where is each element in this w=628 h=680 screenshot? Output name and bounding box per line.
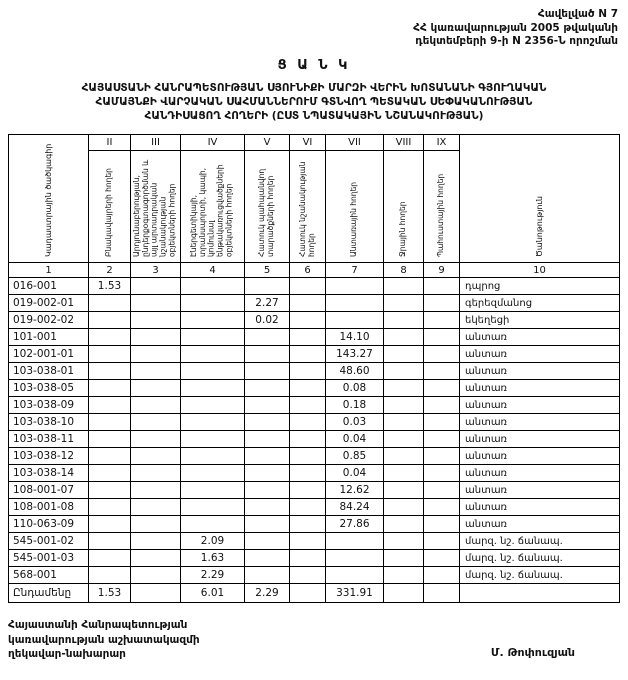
area-value-cell [290,380,326,397]
area-value-cell [290,533,326,550]
area-value-cell [384,533,424,550]
area-value-cell [326,550,384,567]
area-value-cell [245,567,290,584]
area-value-cell: 12.62 [326,482,384,499]
area-value-cell: 0.02 [245,312,290,329]
area-value-cell [384,397,424,414]
issuer-line-1: Հայաստանի Հանրապետության [8,619,188,632]
area-value-cell [424,465,460,482]
note-cell: անտառ [460,431,620,448]
issuer-line-2: կառավարության աշխատակազմի [8,633,200,646]
area-value-cell: 0.08 [326,380,384,397]
roman-numeral: IX [424,135,460,151]
area-value-cell [384,499,424,516]
col-header-category [290,151,326,263]
category-header-label: Արդյունաբերության, ընդերքօգտագործման և այլ արտադրական նշանակության օբյեկտների հողեր [132,160,177,258]
area-value-cell [89,380,131,397]
area-value-cell [245,550,290,567]
total-value-cell: 1.53 [89,584,131,603]
area-value-cell [290,329,326,346]
area-value-cell [384,312,424,329]
area-value-cell [424,533,460,550]
area-value-cell [326,278,384,295]
area-value-cell: 27.86 [326,516,384,533]
note-cell: գերեզմանոց [460,295,620,312]
area-value-cell [89,499,131,516]
category-header-label: Հատուկ պահպանվող տարածքների հողեր [257,169,275,258]
area-value-cell [89,295,131,312]
total-value-cell [384,584,424,603]
total-value-cell [290,584,326,603]
table-row [9,482,620,499]
col-header-category [424,151,460,263]
area-value-cell [89,465,131,482]
cadastral-code-cell: 101-001 [9,329,89,346]
table-row [9,346,620,363]
area-value-cell [424,414,460,431]
area-value-cell [290,499,326,516]
area-value-cell [245,329,290,346]
cadastral-code-cell: 545-001-03 [9,550,89,567]
column-number: 2 [89,263,131,278]
cadastral-code-cell: 103-038-14 [9,465,89,482]
area-value-cell [424,448,460,465]
table-row [9,414,620,431]
area-value-cell [290,414,326,431]
area-value-cell [384,278,424,295]
area-value-cell [131,499,181,516]
table-row [9,295,620,312]
appendix-line-3: դեկտեմբերի 9-ի N 2356-Ն որոշման [415,35,618,48]
total-value-cell: 6.01 [181,584,245,603]
area-value-cell: 48.60 [326,363,384,380]
category-header-label: Բնակավայրերի հողեր [104,168,114,258]
subtitle-line-3: ՀԱՆԴԻՍԱՑՈՂ ՀՈՂԵՐԻ (ԸՍՏ ՆՊԱՏԱԿԱՅԻՆ ՆՇԱՆԱԿՈՒԹՅԱՆ) [144,110,484,123]
column-number: 7 [326,263,384,278]
total-row [9,584,620,603]
area-value-cell [424,380,460,397]
area-value-cell [424,397,460,414]
area-value-cell [131,346,181,363]
area-value-cell [326,567,384,584]
subtitle-line-1: ՀԱՅԱՍՏԱՆԻ ՀԱՆՐԱՊԵՏՈՒԹՅԱՆ ՍՅՈՒՆԻՔԻ ՄԱՐԶԻ ՎԵՐԻՆ ԽՈՏԱՆԱՆԻ ԳՅՈՒՂԱԿԱՆ [81,81,547,94]
note-cell: անտառ [460,499,620,516]
cadastral-code-cell: 568-001 [9,567,89,584]
table-row [9,465,620,482]
category-header-label: Անտառային հողեր [349,182,359,258]
roman-numeral: VIII [384,135,424,151]
area-value-cell [181,465,245,482]
cadastral-code-cell: 016-001 [9,278,89,295]
area-value-cell: 14.10 [326,329,384,346]
area-value-cell [424,329,460,346]
col-header-category [384,151,424,263]
area-value-cell [326,533,384,550]
category-header-label: Հատուկ նշանակության հողեր [297,162,316,258]
area-value-cell [290,431,326,448]
category-header-label: Ջրային հողեր [398,201,408,258]
cadastral-code-cell: 103-038-09 [9,397,89,414]
area-value-cell [384,329,424,346]
cadastral-code-cell: 103-038-10 [9,414,89,431]
roman-numeral: IV [181,135,245,151]
area-value-cell [181,363,245,380]
area-value-cell [424,295,460,312]
area-value-cell [384,431,424,448]
area-value-cell [245,346,290,363]
note-cell: անտառ [460,346,620,363]
area-value-cell [131,550,181,567]
table-row [9,448,620,465]
cadastral-code-cell: 103-038-05 [9,380,89,397]
area-value-cell [384,346,424,363]
area-value-cell [131,533,181,550]
cadastral-code-cell: 108-001-08 [9,499,89,516]
area-value-cell [181,499,245,516]
area-value-cell [131,312,181,329]
area-value-cell [384,567,424,584]
area-value-cell [424,516,460,533]
area-value-cell [89,363,131,380]
area-value-cell: 84.24 [326,499,384,516]
cadastral-code-cell: 103-038-11 [9,431,89,448]
area-value-cell [89,346,131,363]
area-value-cell [131,567,181,584]
area-value-cell [384,363,424,380]
note-cell: անտառ [460,329,620,346]
area-value-cell [131,465,181,482]
area-value-cell [181,431,245,448]
header-row-numbers [9,263,620,278]
total-value-cell: 2.29 [245,584,290,603]
area-value-cell: 1.53 [89,278,131,295]
area-value-cell [384,550,424,567]
area-value-cell [181,278,245,295]
area-value-cell [424,312,460,329]
issuer-line-3: ղեկավար-նախարար [8,647,126,660]
area-value-cell: 2.27 [245,295,290,312]
area-value-cell [181,448,245,465]
cadastral-code-cell: 019-002-02 [9,312,89,329]
area-value-cell [131,431,181,448]
area-value-cell [245,414,290,431]
note-header-label: Ծանոթություն [534,196,544,258]
category-header-label: Պահուստային հողեր [436,174,446,258]
area-value-cell [245,431,290,448]
total-value-cell: 331.91 [326,584,384,603]
total-label-cell: Ընդամենը [9,584,89,603]
column-number: 5 [245,263,290,278]
area-value-cell: 2.09 [181,533,245,550]
note-cell: մարզ. նշ. ճանապ. [460,550,620,567]
note-cell: անտառ [460,482,620,499]
table-row [9,499,620,516]
roman-numeral: VII [326,135,384,151]
area-value-cell [131,397,181,414]
area-value-cell [290,550,326,567]
area-value-cell [89,448,131,465]
note-cell: անտառ [460,516,620,533]
area-value-cell [245,448,290,465]
area-value-cell [245,465,290,482]
category-header-label: Էներգետիկայի, տրանսպորտի, կապի, կոմունալ ենթակառուցվածքների օբյեկտների հողեր [189,164,234,258]
note-cell: մարզ. նշ. ճանապ. [460,567,620,584]
area-value-cell [245,482,290,499]
area-value-cell [131,414,181,431]
area-value-cell: 2.29 [181,567,245,584]
area-value-cell [245,499,290,516]
area-value-cell [326,295,384,312]
col-header-category [89,151,131,263]
area-value-cell [89,482,131,499]
area-value-cell: 0.85 [326,448,384,465]
area-value-cell [89,550,131,567]
total-value-cell [424,584,460,603]
area-value-cell [89,431,131,448]
cadastral-code-cell: 103-038-12 [9,448,89,465]
area-value-cell [131,278,181,295]
area-value-cell [290,465,326,482]
column-number: 3 [131,263,181,278]
area-value-cell [181,397,245,414]
appendix-line-1: Հավելված N 7 [537,8,618,20]
area-value-cell [424,363,460,380]
signature-name: Մ. Թոփուզյան [490,645,575,659]
area-value-cell [89,312,131,329]
document-footer [8,618,620,661]
area-value-cell [384,516,424,533]
area-value-cell: 0.04 [326,431,384,448]
area-value-cell [181,380,245,397]
area-value-cell [384,295,424,312]
area-value-cell [181,482,245,499]
col-header-cadastral-code [9,135,89,263]
area-value-cell [89,414,131,431]
roman-numeral: V [245,135,290,151]
area-value-cell [290,278,326,295]
area-value-cell [131,380,181,397]
document-title: Ց Ա Ն Կ [277,57,351,73]
area-value-cell [89,516,131,533]
table-row [9,533,620,550]
cadastral-code-cell: 103-038-01 [9,363,89,380]
note-cell: անտառ [460,465,620,482]
area-value-cell [245,516,290,533]
note-cell: անտառ [460,363,620,380]
document-subtitle [8,81,620,124]
total-value-cell [131,584,181,603]
area-value-cell [245,363,290,380]
area-value-cell [290,312,326,329]
area-value-cell [290,482,326,499]
area-value-cell [424,482,460,499]
area-value-cell [290,397,326,414]
table-row [9,550,620,567]
column-number: 6 [290,263,326,278]
header-row-roman [9,135,620,151]
area-value-cell [384,465,424,482]
table-row [9,278,620,295]
area-value-cell [326,312,384,329]
total-note-cell [460,584,620,603]
note-cell: անտառ [460,448,620,465]
column-number: 4 [181,263,245,278]
cadastral-code-header-label: Կադաստրային ծածկագիր [43,144,53,258]
area-value-cell [245,278,290,295]
area-value-cell [181,295,245,312]
land-table [8,134,620,603]
column-number: 1 [9,263,89,278]
roman-numeral: II [89,135,131,151]
area-value-cell [131,482,181,499]
area-value-cell [181,312,245,329]
area-value-cell [290,295,326,312]
col-header-category [245,151,290,263]
cadastral-code-cell: 102-001-01 [9,346,89,363]
area-value-cell [89,329,131,346]
note-cell: անտառ [460,380,620,397]
roman-numeral: III [131,135,181,151]
cadastral-code-cell: 110-063-09 [9,516,89,533]
column-number: 9 [424,263,460,278]
table-row [9,329,620,346]
issuer-block [8,618,200,661]
table-row [9,312,620,329]
area-value-cell [131,448,181,465]
area-value-cell [424,278,460,295]
cadastral-code-cell: 108-001-07 [9,482,89,499]
column-number: 8 [384,263,424,278]
area-value-cell [131,363,181,380]
table-row [9,380,620,397]
area-value-cell: 143.27 [326,346,384,363]
subtitle-line-2: ՀԱՄԱՅՆՔԻ ՎԱՐՉԱԿԱՆ ՍԱՀՄԱՆՆԵՐՈՒՄ ԳՏՆՎՈՂ ՊԵՏԱԿԱՆ ՍԵՓԱԿԱՆՈՒԹՅԱՆ [95,96,533,109]
cadastral-code-cell: 545-001-02 [9,533,89,550]
table-row [9,397,620,414]
area-value-cell [131,516,181,533]
area-value-cell [424,550,460,567]
area-value-cell [181,346,245,363]
note-cell: մարզ. նշ. ճանապ. [460,533,620,550]
note-cell: եկեղեցի [460,312,620,329]
area-value-cell [384,380,424,397]
area-value-cell [89,567,131,584]
area-value-cell [424,346,460,363]
area-value-cell: 1.63 [181,550,245,567]
area-value-cell [181,516,245,533]
col-header-category [181,151,245,263]
area-value-cell [384,448,424,465]
table-row [9,363,620,380]
area-value-cell [290,567,326,584]
area-value-cell [290,346,326,363]
area-value-cell [290,516,326,533]
area-value-cell [384,482,424,499]
area-value-cell [181,414,245,431]
roman-numeral: VI [290,135,326,151]
area-value-cell [89,533,131,550]
cadastral-code-cell: 019-002-01 [9,295,89,312]
area-value-cell [384,414,424,431]
appendix-line-2: ՀՀ կառավարության 2005 թվականի [413,21,618,34]
area-value-cell [245,397,290,414]
area-value-cell: 0.18 [326,397,384,414]
col-header-note [460,135,620,263]
land-table-head [9,135,620,278]
column-number: 10 [460,263,620,278]
land-table-body [9,278,620,603]
area-value-cell [245,533,290,550]
area-value-cell [424,499,460,516]
table-row [9,567,620,584]
note-cell: դպրոց [460,278,620,295]
area-value-cell [424,431,460,448]
area-value-cell [89,397,131,414]
col-header-category [131,151,181,263]
area-value-cell [131,329,181,346]
note-cell: անտառ [460,397,620,414]
area-value-cell [290,363,326,380]
area-value-cell [424,567,460,584]
area-value-cell [290,448,326,465]
table-row [9,516,620,533]
area-value-cell [245,380,290,397]
area-value-cell: 0.03 [326,414,384,431]
note-cell: անտառ [460,414,620,431]
area-value-cell [181,329,245,346]
area-value-cell: 0.04 [326,465,384,482]
col-header-category [326,151,384,263]
table-row [9,431,620,448]
area-value-cell [131,295,181,312]
appendix-block [8,8,620,49]
